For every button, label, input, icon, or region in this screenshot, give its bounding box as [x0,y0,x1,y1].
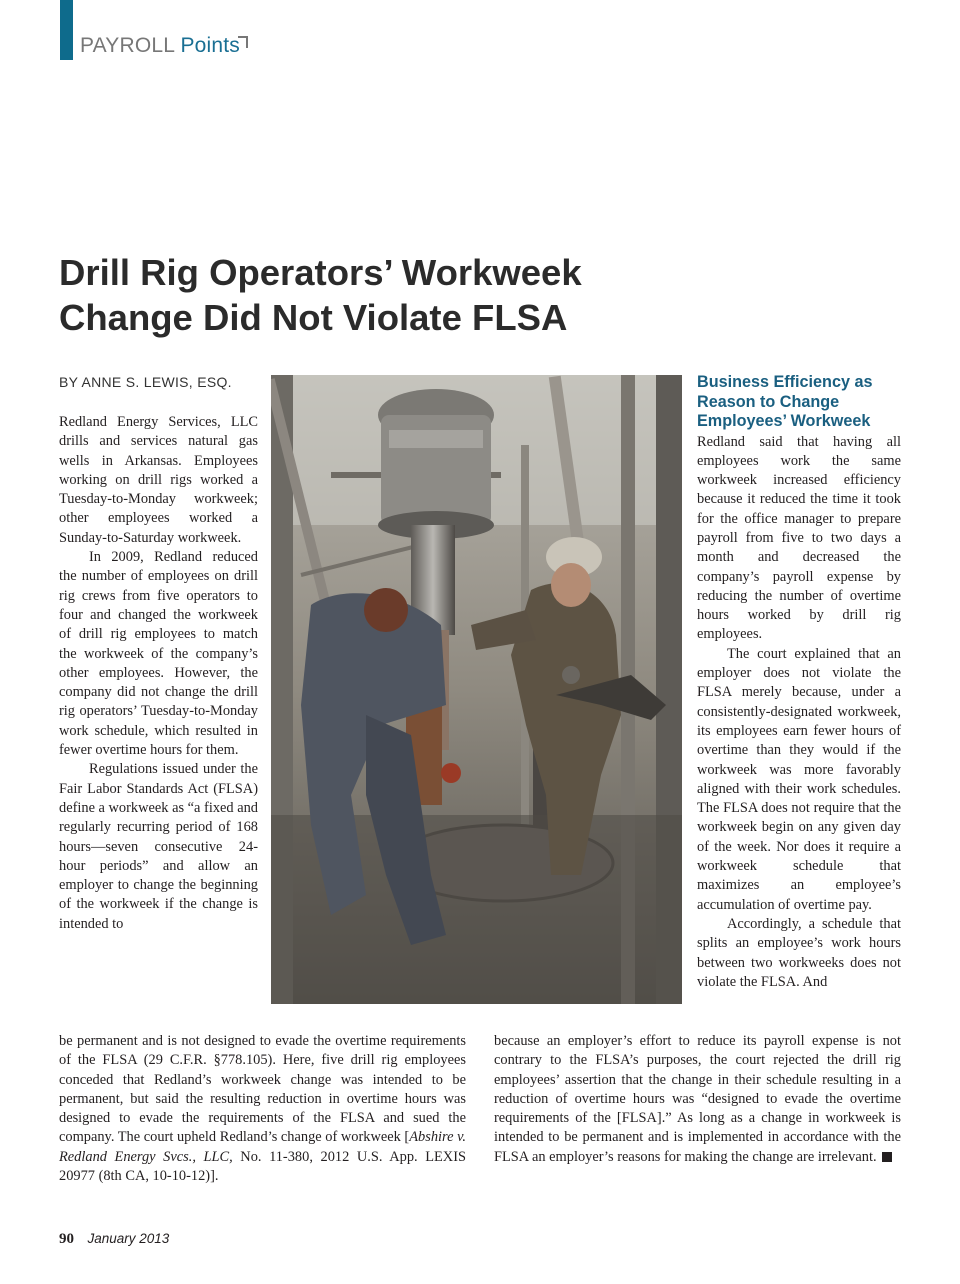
left-paragraph-2: In 2009, Redland reduced the number of employees on drill rig crews from five operators to four and changed the workweek of drill rig employees to match the workweek of the company’s other employees. However, the company did not change the drill rig operators’ Tuesday-to-Monday work schedule, which resulted in fewer overtime hours for them. [59,549,258,759]
bottom-right-text [494,1032,901,1167]
right-paragraph-2: The court explained that an employer does not violate the FLSA merely because, under a consistently-designated workweek, its employees earn fewer hours of overtime than they would if the workweek was more favorably aligned with their work schedules. The FLSA does not require that the workweek begin on any given day of the week. Nor does it require a workweek schedule that maximizes an employee’s accumulation of overtime pay. [697,645,901,913]
page-footer [59,1231,169,1248]
drill-rig-photo [271,375,682,1004]
right-column [697,373,901,992]
bottom-right-paragraph [494,1032,901,1167]
bottom-left-paragraph [59,1032,466,1186]
left-column [59,413,258,934]
section-label-main: PAYROLL [80,34,175,57]
bottom-left-text-end: No. 11-380, 2012 U.S. App. LEXIS 20977 (8th CA, 10-10-12)]. [59,1148,466,1185]
case-citation: Abshire v. Redland Energy Svcs., LLC, [59,1129,467,1165]
section-color-bar [60,0,73,60]
subheading-business-efficiency: Business Efficiency as Reason to Change Employees’ Workweek [697,373,873,430]
section-label-accent: Points [180,34,241,57]
bottom-left-text [59,1032,466,1186]
page-number: 90 [59,1231,74,1247]
bottom-right-text-content: because an employer’s effort to reduce its payroll expense is not contrary to the FLSA’s purposes, the court rejected the drill rig employees’ assertion that the change in their schedule resulting in a reduction of overtime hours was “designed to evade the overtime requirements of the [FLSA].” As long as a change in workweek is intended to be permanent and is implemented in accordance with the FLSA an employer’s reasons for making the change are irrelevant. [494,1033,901,1165]
section-label [80,34,240,58]
end-of-article-mark [882,1152,892,1162]
section-corner-mark [238,36,248,48]
left-paragraph-3: Regulations issued under the Fair Labor Standards Act (FLSA) define a workweek as “a fixed and regularly recurring period of 168 hours—seven consecutive 24-hour periods” and allow an employer to change the beginning of the workweek if the change is intended to [59,761,258,932]
right-paragraph-1: Redland said that having all employees work the same workweek increased efficiency because it reduced the time it took for the office manager to prepare payroll from five to two days a month and decreased the company’s payroll expense by reducing the number of overtime hours worked by drill rig employees. [697,433,901,643]
left-paragraph-1: Redland Energy Services, LLC drills and services natural gas wells in Arkansas. Employees working on drill rigs worked a Tuesday-to-Monday workweek; other employees worked a Sunday-to-Saturday workweek. [59,414,258,546]
right-paragraph-3: Accordingly, a schedule that splits an employee’s work hours between two workweeks does not violate the FLSA. And [697,915,901,990]
article-title: Drill Rig Operators’ Workweek Change Did Not Violate FLSA [59,252,582,338]
byline: BY ANNE S. LEWIS, ESQ. [59,374,232,390]
bottom-left-text-start: be permanent and is not designed to evade the overtime requirements of the FLSA (29 C.F.R. §778.105). Here, five drill rig employees conceded that Redland’s workweek change was intended to be permanent, but said the resulting reduction in overtime hours was designed to evade the requirements of the FLSA and sued the company. The court upheld Redland’s change of workweek [ [59,1033,466,1146]
drill-rig-photo-illustration [271,375,682,1004]
issue-date: January 2013 [87,1231,170,1246]
